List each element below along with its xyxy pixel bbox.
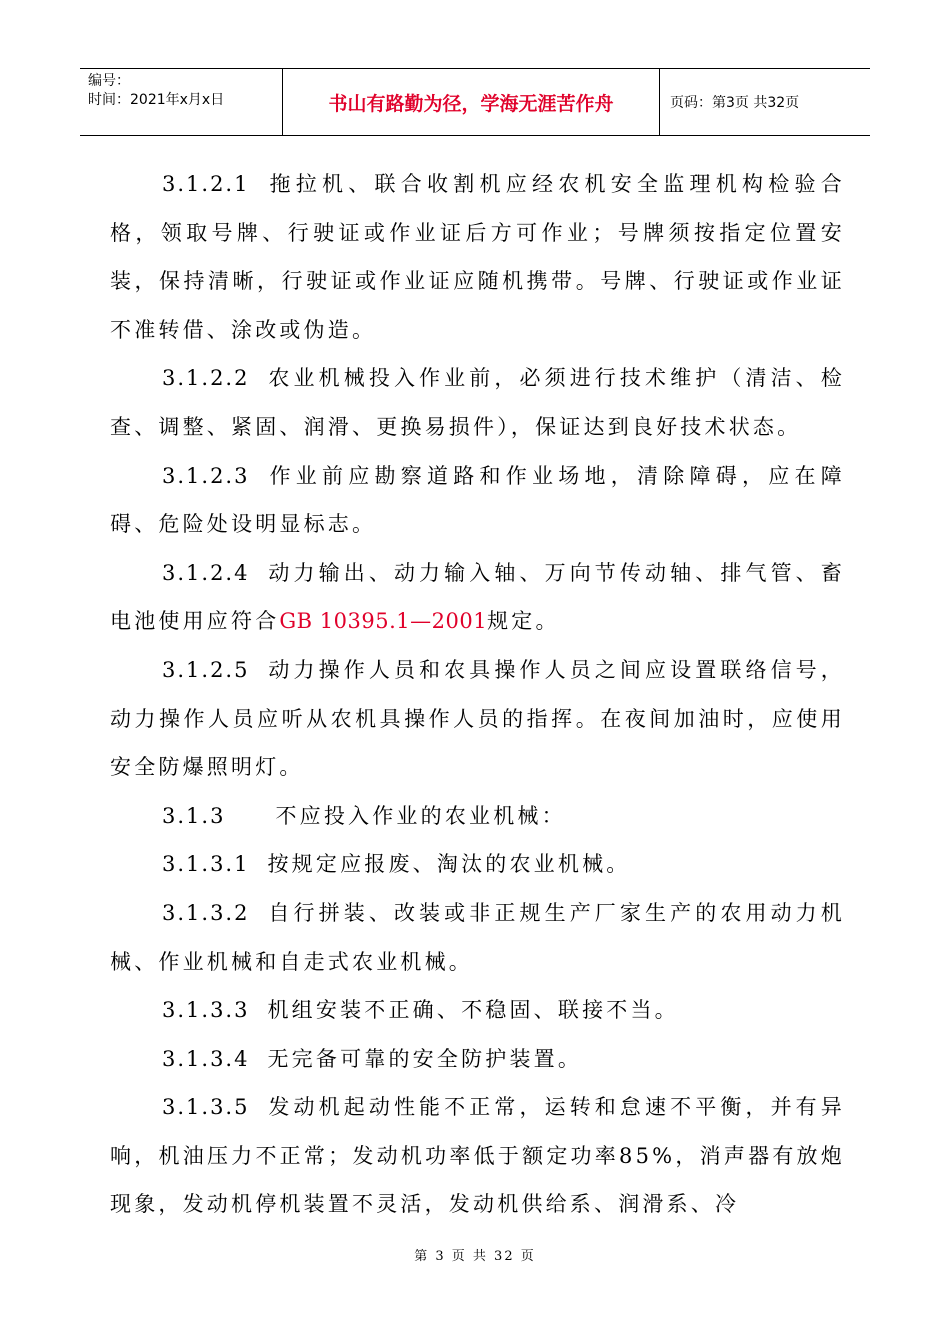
clause-number: 3.1.3.4 <box>162 1046 250 1071</box>
paragraph-3-1-3 <box>110 792 845 841</box>
clause-number: 3.1.2.5 <box>162 657 250 682</box>
clause-text: 自行拼装、改装或非正规生产厂家生产的农用动力机械、作业机械和自走式农业机械。 <box>110 900 845 974</box>
clause-text: 无完备可靠的安全防护装置。 <box>267 1046 583 1071</box>
paragraph-3-1-3-2 <box>110 889 845 986</box>
clause-number: 3.1.2.4 <box>162 560 250 585</box>
time-label: 时间：2021年x月x日 <box>88 92 225 108</box>
paragraph-3-1-2-2 <box>110 354 845 451</box>
header-page-info: 页码：第3页 共32页 <box>670 95 800 111</box>
paragraph-3-1-3-5 <box>110 1083 845 1229</box>
clause-text: 机组安装不正确、不稳固、联接不当。 <box>267 998 679 1023</box>
paragraph-3-1-2-3 <box>110 452 845 549</box>
paragraph-3-1-2-4 <box>110 549 845 646</box>
clause-number: 3.1.3.5 <box>162 1095 250 1120</box>
clause-number: 3.1.3.1 <box>162 852 250 877</box>
clause-number: 3.1.3.3 <box>162 998 250 1023</box>
clause-text: 农业机械投入作业前，必须进行技术维护（清洁、检查、调整、紧固、润滑、更换易损件），保证达到良好技术状态。 <box>110 366 845 439</box>
clause-text: 动力输出、动力输入轴、万向节传动轴、排气管、畜电池使用应符合 <box>110 560 845 634</box>
clause-number: 3.1.2.2 <box>162 366 250 391</box>
standard-link[interactable]: GB 10395.1—2001 <box>279 609 488 634</box>
header-motto: 书山有路勤为径，学海无涯苦作舟 <box>283 69 660 135</box>
paragraph-3-1-3-4 <box>110 1035 845 1084</box>
clause-number: 3.1.3.2 <box>162 900 250 925</box>
clause-text: 不应投入作业的农业机械： <box>275 803 566 828</box>
clause-text: 动力操作人员和农具操作人员之间应设置联络信号，动力操作人员应听从农机具操作人员的指挥。在夜间加油时，应使用安全防爆照明灯。 <box>110 657 845 780</box>
clause-number: 3.1.2.3 <box>162 463 250 488</box>
page-header <box>80 68 870 136</box>
paragraph-3-1-2-1 <box>110 160 845 354</box>
code-label: 编号： <box>88 73 130 89</box>
paragraph-3-1-3-3 <box>110 986 845 1035</box>
header-meta <box>80 69 283 135</box>
clause-text: 发动机起动性能不正常，运转和怠速不平衡，并有异响，机油压力不正常；发动机功率低于额定功率85%，消声器有放炮现象，发动机停机装置不灵活，发动机供给系、润滑系、冷 <box>110 1095 845 1217</box>
clause-text: 按规定应报废、淘汰的农业机械。 <box>267 852 631 877</box>
clause-text: 拖拉机、联合收割机应经农机安全监理机构检验合格，领取号牌、行驶证或作业证后方可作业；号牌须按指定位置安装，保持清晰，行驶证或作业证应随机携带。号牌、行驶证或作业证不准转借、涂改或伪造。 <box>110 172 845 342</box>
clause-number: 3.1.2.1 <box>162 172 250 196</box>
document-body <box>110 160 845 1229</box>
page-footer: 第 3 页 共 32 页 <box>414 1249 536 1264</box>
clause-number: 3.1.3 <box>162 803 226 828</box>
clause-text: 作业前应勘察道路和作业场地，清除障碍，应在障碍、危险处设明显标志。 <box>110 463 845 537</box>
clause-text-end: 规定。 <box>487 609 560 634</box>
paragraph-3-1-2-5 <box>110 646 845 792</box>
paragraph-3-1-3-1 <box>110 840 845 889</box>
